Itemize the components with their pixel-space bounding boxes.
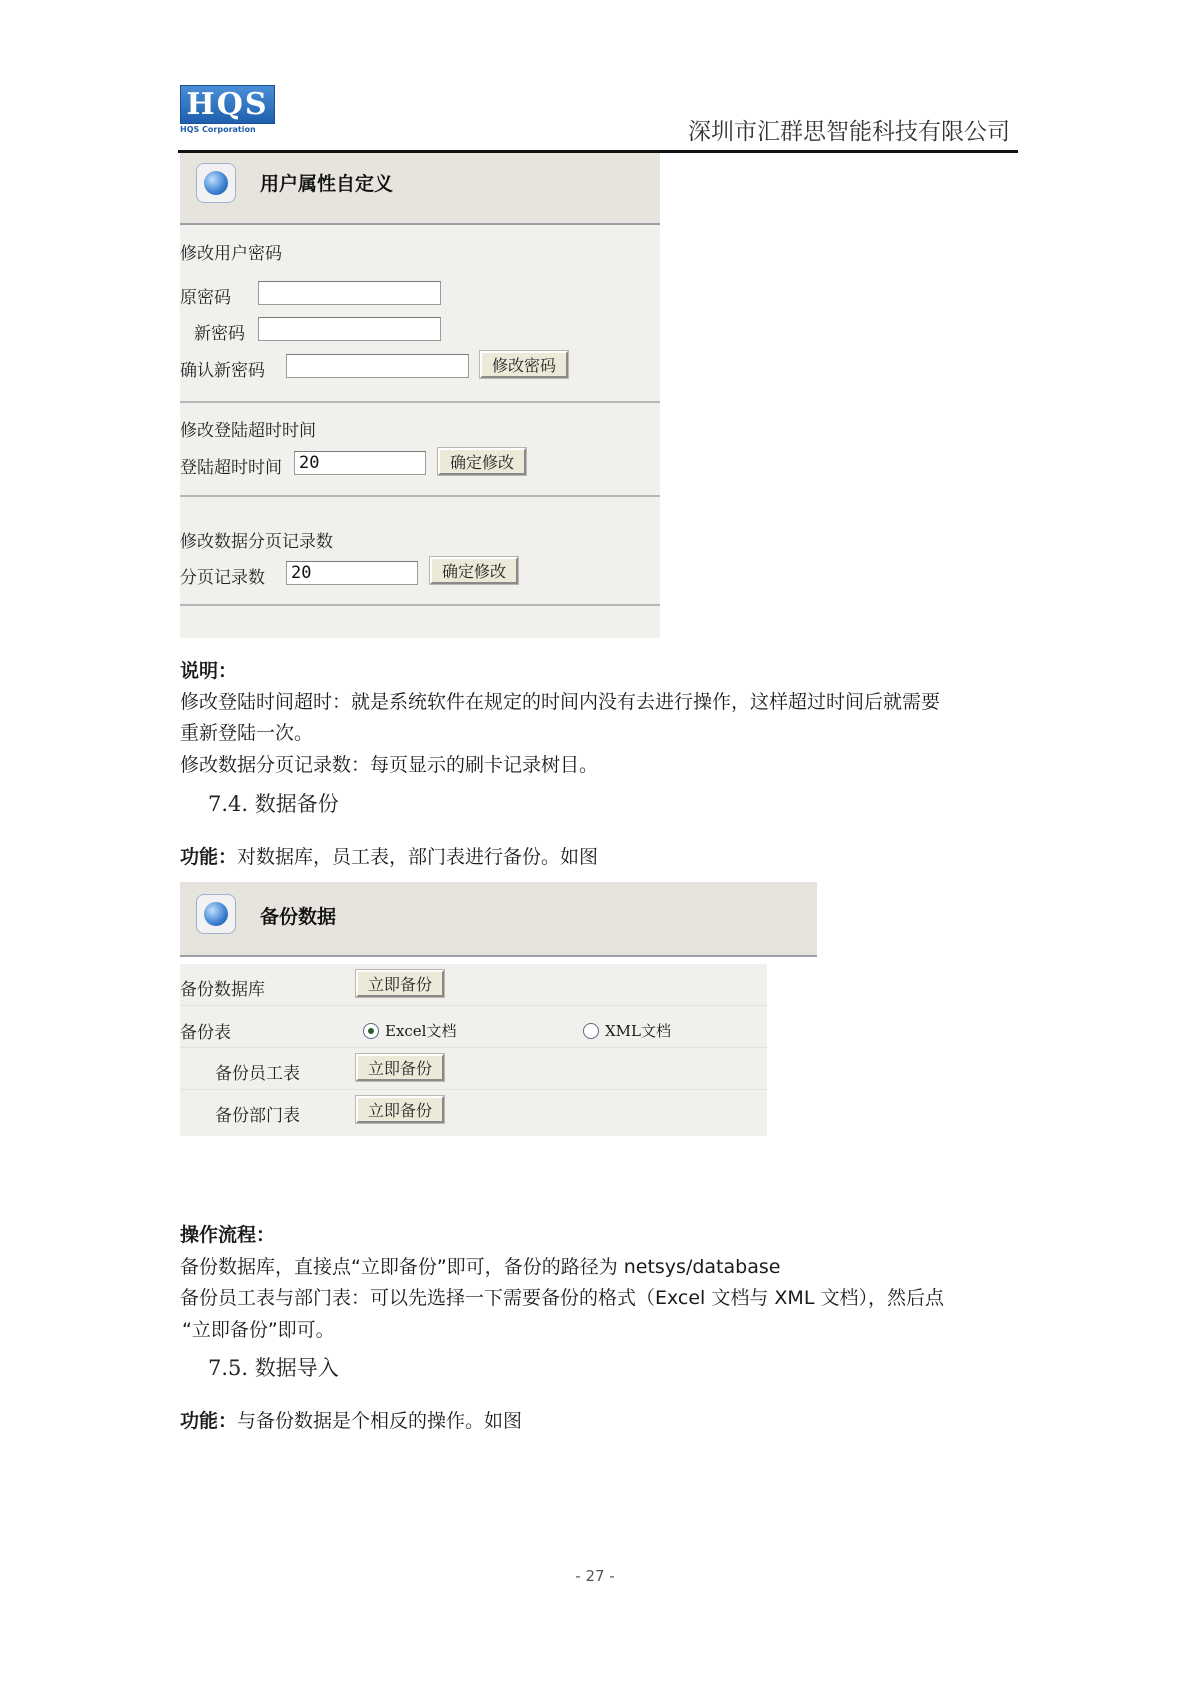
backup-db-label: 备份数据库 xyxy=(180,980,265,1000)
timeout-field[interactable] xyxy=(294,451,426,475)
change-password-button[interactable]: 修改密码 xyxy=(480,351,568,378)
notes-line: 修改数据分页记录数：每页显示的刷卡记录树目。 xyxy=(180,754,599,776)
backup-employee-label: 备份员工表 xyxy=(215,1064,300,1084)
procedure-line: 备份数据库，直接点“立即备份”即可，备份的路径为 netsys/database xyxy=(180,1256,781,1278)
globe-icon xyxy=(196,163,236,203)
old-password-field[interactable] xyxy=(258,281,441,305)
row-divider xyxy=(180,1089,767,1090)
company-logo xyxy=(180,85,275,137)
function-label: 功能： xyxy=(180,1410,238,1432)
procedure-line: 备份员工表与部门表：可以先选择一下需要备份的格式（Excel 文档与 XML 文档），然后点 xyxy=(180,1287,944,1309)
user-settings-panel xyxy=(180,153,660,638)
row-divider xyxy=(180,1005,767,1006)
logo-mark: HQS xyxy=(180,85,275,124)
xml-radio-option[interactable] xyxy=(583,1020,671,1041)
paging-label: 分页记录数 xyxy=(180,568,265,588)
panel-title: 用户属性自定义 xyxy=(260,173,394,195)
procedure-line: “立即备份”即可。 xyxy=(182,1319,335,1341)
panel-title: 备份数据 xyxy=(260,906,337,928)
divider xyxy=(180,401,660,403)
new-password-field[interactable] xyxy=(258,317,441,341)
divider xyxy=(180,495,660,497)
logo-subtitle: HQS Corporation xyxy=(180,125,256,134)
backup-table xyxy=(180,964,767,1136)
paging-confirm-button[interactable]: 确定修改 xyxy=(430,557,518,584)
page-number: - 27 - xyxy=(575,1567,615,1585)
xml-radio-label: XML文档 xyxy=(605,1022,671,1040)
function-description xyxy=(180,1406,522,1433)
section-heading: 7.4. 数据备份 xyxy=(208,792,339,816)
backup-department-label: 备份部门表 xyxy=(215,1106,300,1126)
password-section-title: 修改用户密码 xyxy=(180,244,282,264)
panel-header xyxy=(180,153,660,225)
radio-unchecked-icon[interactable] xyxy=(583,1023,599,1039)
function-description xyxy=(180,842,598,869)
notes-line: 重新登陆一次。 xyxy=(180,722,314,744)
function-text: 与备份数据是个相反的操作。如图 xyxy=(237,1410,523,1432)
excel-radio-label: Excel文档 xyxy=(385,1022,457,1040)
confirm-password-label: 确认新密码 xyxy=(180,361,265,381)
backup-panel xyxy=(180,882,767,1136)
panel-header xyxy=(180,882,817,957)
backup-table-label: 备份表 xyxy=(180,1023,231,1043)
timeout-section-title: 修改登陆超时时间 xyxy=(180,421,316,441)
company-name: 深圳市汇群思智能科技有限公司 xyxy=(688,119,1010,145)
procedure-heading: 操作流程： xyxy=(180,1224,276,1246)
divider xyxy=(180,604,660,606)
paging-field[interactable] xyxy=(286,561,418,585)
notes-heading: 说明： xyxy=(180,660,238,682)
section-heading: 7.5. 数据导入 xyxy=(208,1356,339,1380)
function-text: 对数据库，员工表，部门表进行备份。如图 xyxy=(237,846,599,868)
paging-section-title: 修改数据分页记录数 xyxy=(180,532,333,552)
function-label: 功能： xyxy=(180,846,238,868)
backup-db-button[interactable]: 立即备份 xyxy=(356,970,444,997)
excel-radio-option[interactable] xyxy=(363,1020,457,1041)
timeout-confirm-button[interactable]: 确定修改 xyxy=(438,448,526,475)
backup-department-button[interactable]: 立即备份 xyxy=(356,1096,444,1123)
new-password-label: 新密码 xyxy=(194,324,245,344)
row-divider xyxy=(180,1047,767,1048)
notes-line: 修改登陆时间超时：就是系统软件在规定的时间内没有去进行操作，这样超过时间后就需要 xyxy=(180,691,941,713)
backup-employee-button[interactable]: 立即备份 xyxy=(356,1054,444,1081)
globe-icon xyxy=(196,894,236,934)
old-password-label: 原密码 xyxy=(180,288,231,308)
timeout-label: 登陆超时时间 xyxy=(180,458,282,478)
radio-checked-icon[interactable] xyxy=(363,1023,379,1039)
confirm-password-field[interactable] xyxy=(286,354,469,378)
